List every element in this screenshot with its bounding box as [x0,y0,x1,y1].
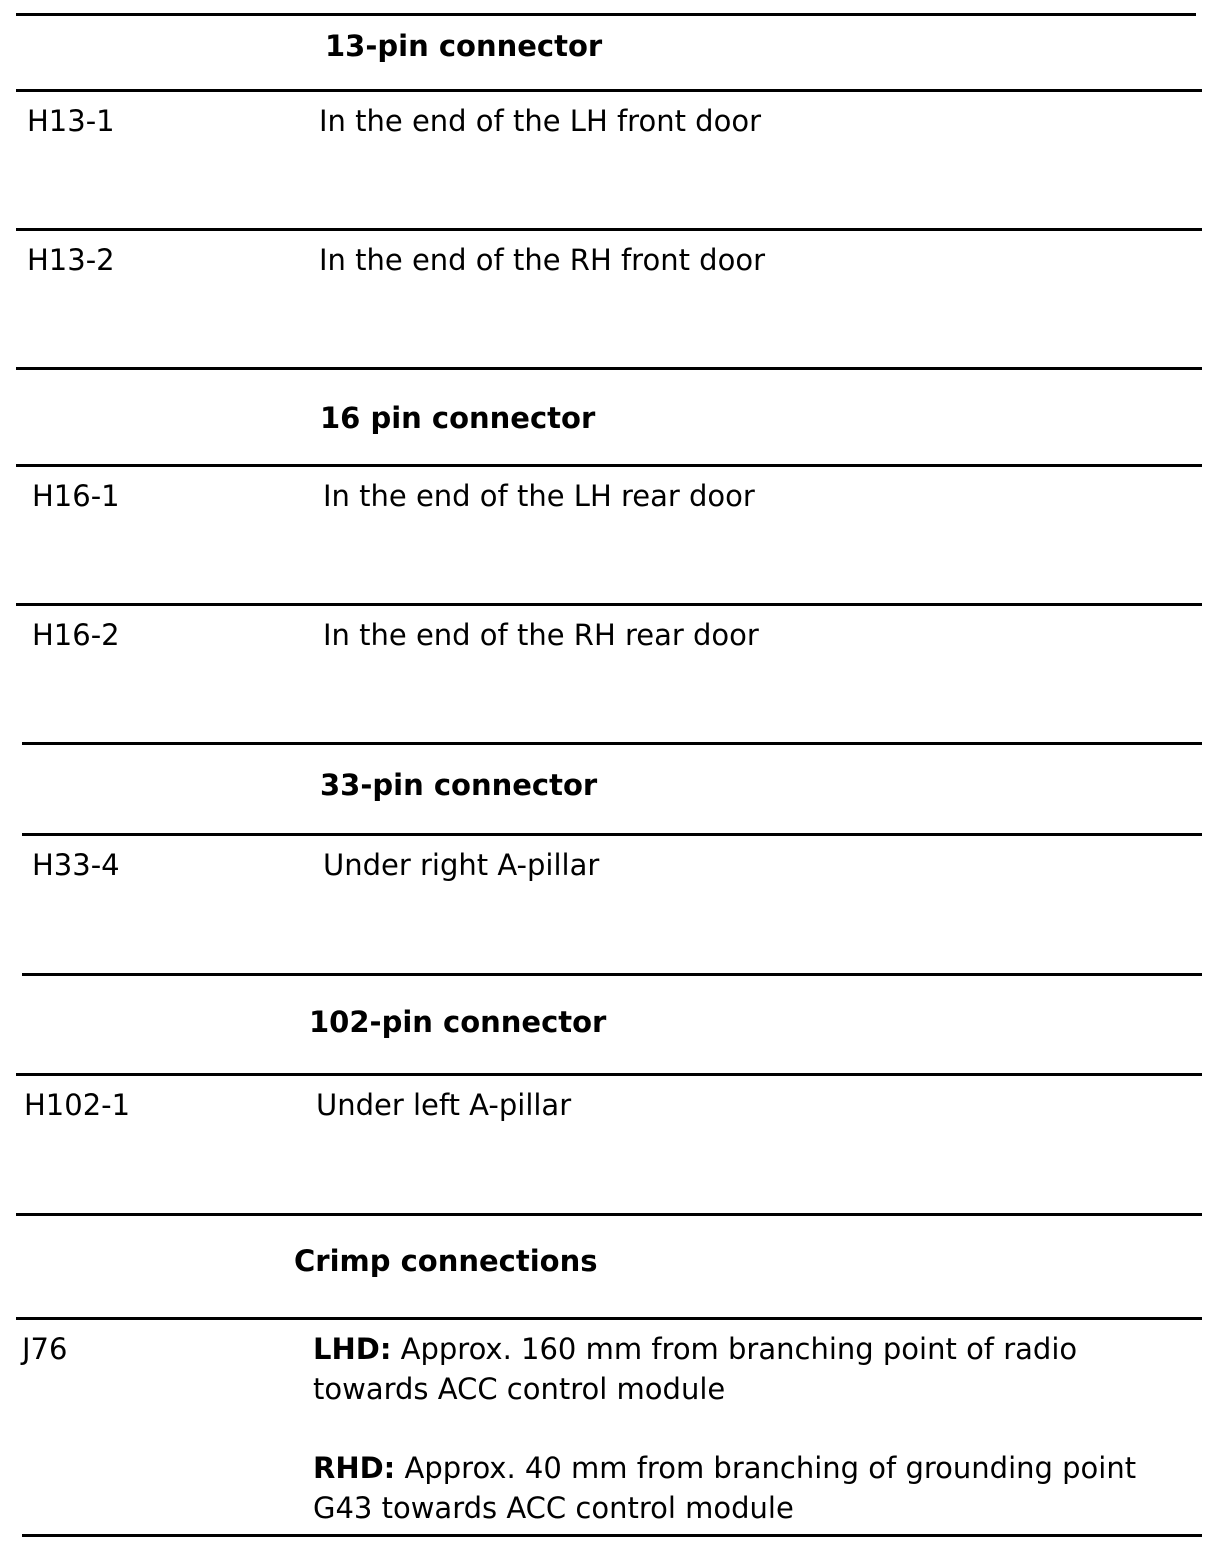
connector-location: In the end of the LH rear door [323,479,755,513]
section-heading: 33-pin connector [320,768,598,802]
connector-code: H33-4 [32,848,120,882]
connector-location: In the end of the LH front door [319,104,761,138]
table-rule [16,603,1202,606]
lhd-text-line2: towards ACC control module [313,1372,726,1406]
connector-location: In the end of the RH front door [319,243,765,277]
table-rule [16,1317,1202,1320]
section-heading: 13-pin connector [325,29,603,63]
table-rule [16,89,1202,92]
connector-code: H16-2 [32,618,120,652]
lhd-note [313,1329,1077,1409]
connector-code: H13-1 [27,104,115,138]
table-rule [16,228,1202,231]
rhd-note [313,1448,1136,1528]
table-rule [22,833,1202,836]
table-rule [22,1534,1202,1537]
connector-location: In the end of the RH rear door [323,618,759,652]
connector-code: H16-1 [32,479,120,513]
connector-code: H13-2 [27,243,115,277]
table-rule [16,367,1202,370]
table-rule [16,464,1202,467]
section-heading: 102-pin connector [309,1005,607,1039]
connector-code: H102-1 [24,1088,131,1122]
table-rule [16,1213,1202,1216]
lhd-text-line1: Approx. 160 mm from branching point of radio [391,1332,1078,1366]
rhd-label: RHD: [313,1451,396,1485]
table-rule [16,1073,1202,1076]
section-heading: Crimp connections [294,1244,598,1278]
table-rule [22,742,1202,745]
rhd-text-line1: Approx. 40 mm from branching of grounding point [395,1451,1137,1485]
connector-location: Under left A-pillar [316,1088,572,1122]
table-rule [16,13,1196,16]
connector-code: J76 [22,1332,68,1366]
lhd-label: LHD: [313,1332,392,1366]
connector-location: Under right A-pillar [323,848,600,882]
section-heading: 16 pin connector [320,401,596,435]
rhd-text-line2: G43 towards ACC control module [313,1491,794,1525]
table-rule [22,973,1202,976]
